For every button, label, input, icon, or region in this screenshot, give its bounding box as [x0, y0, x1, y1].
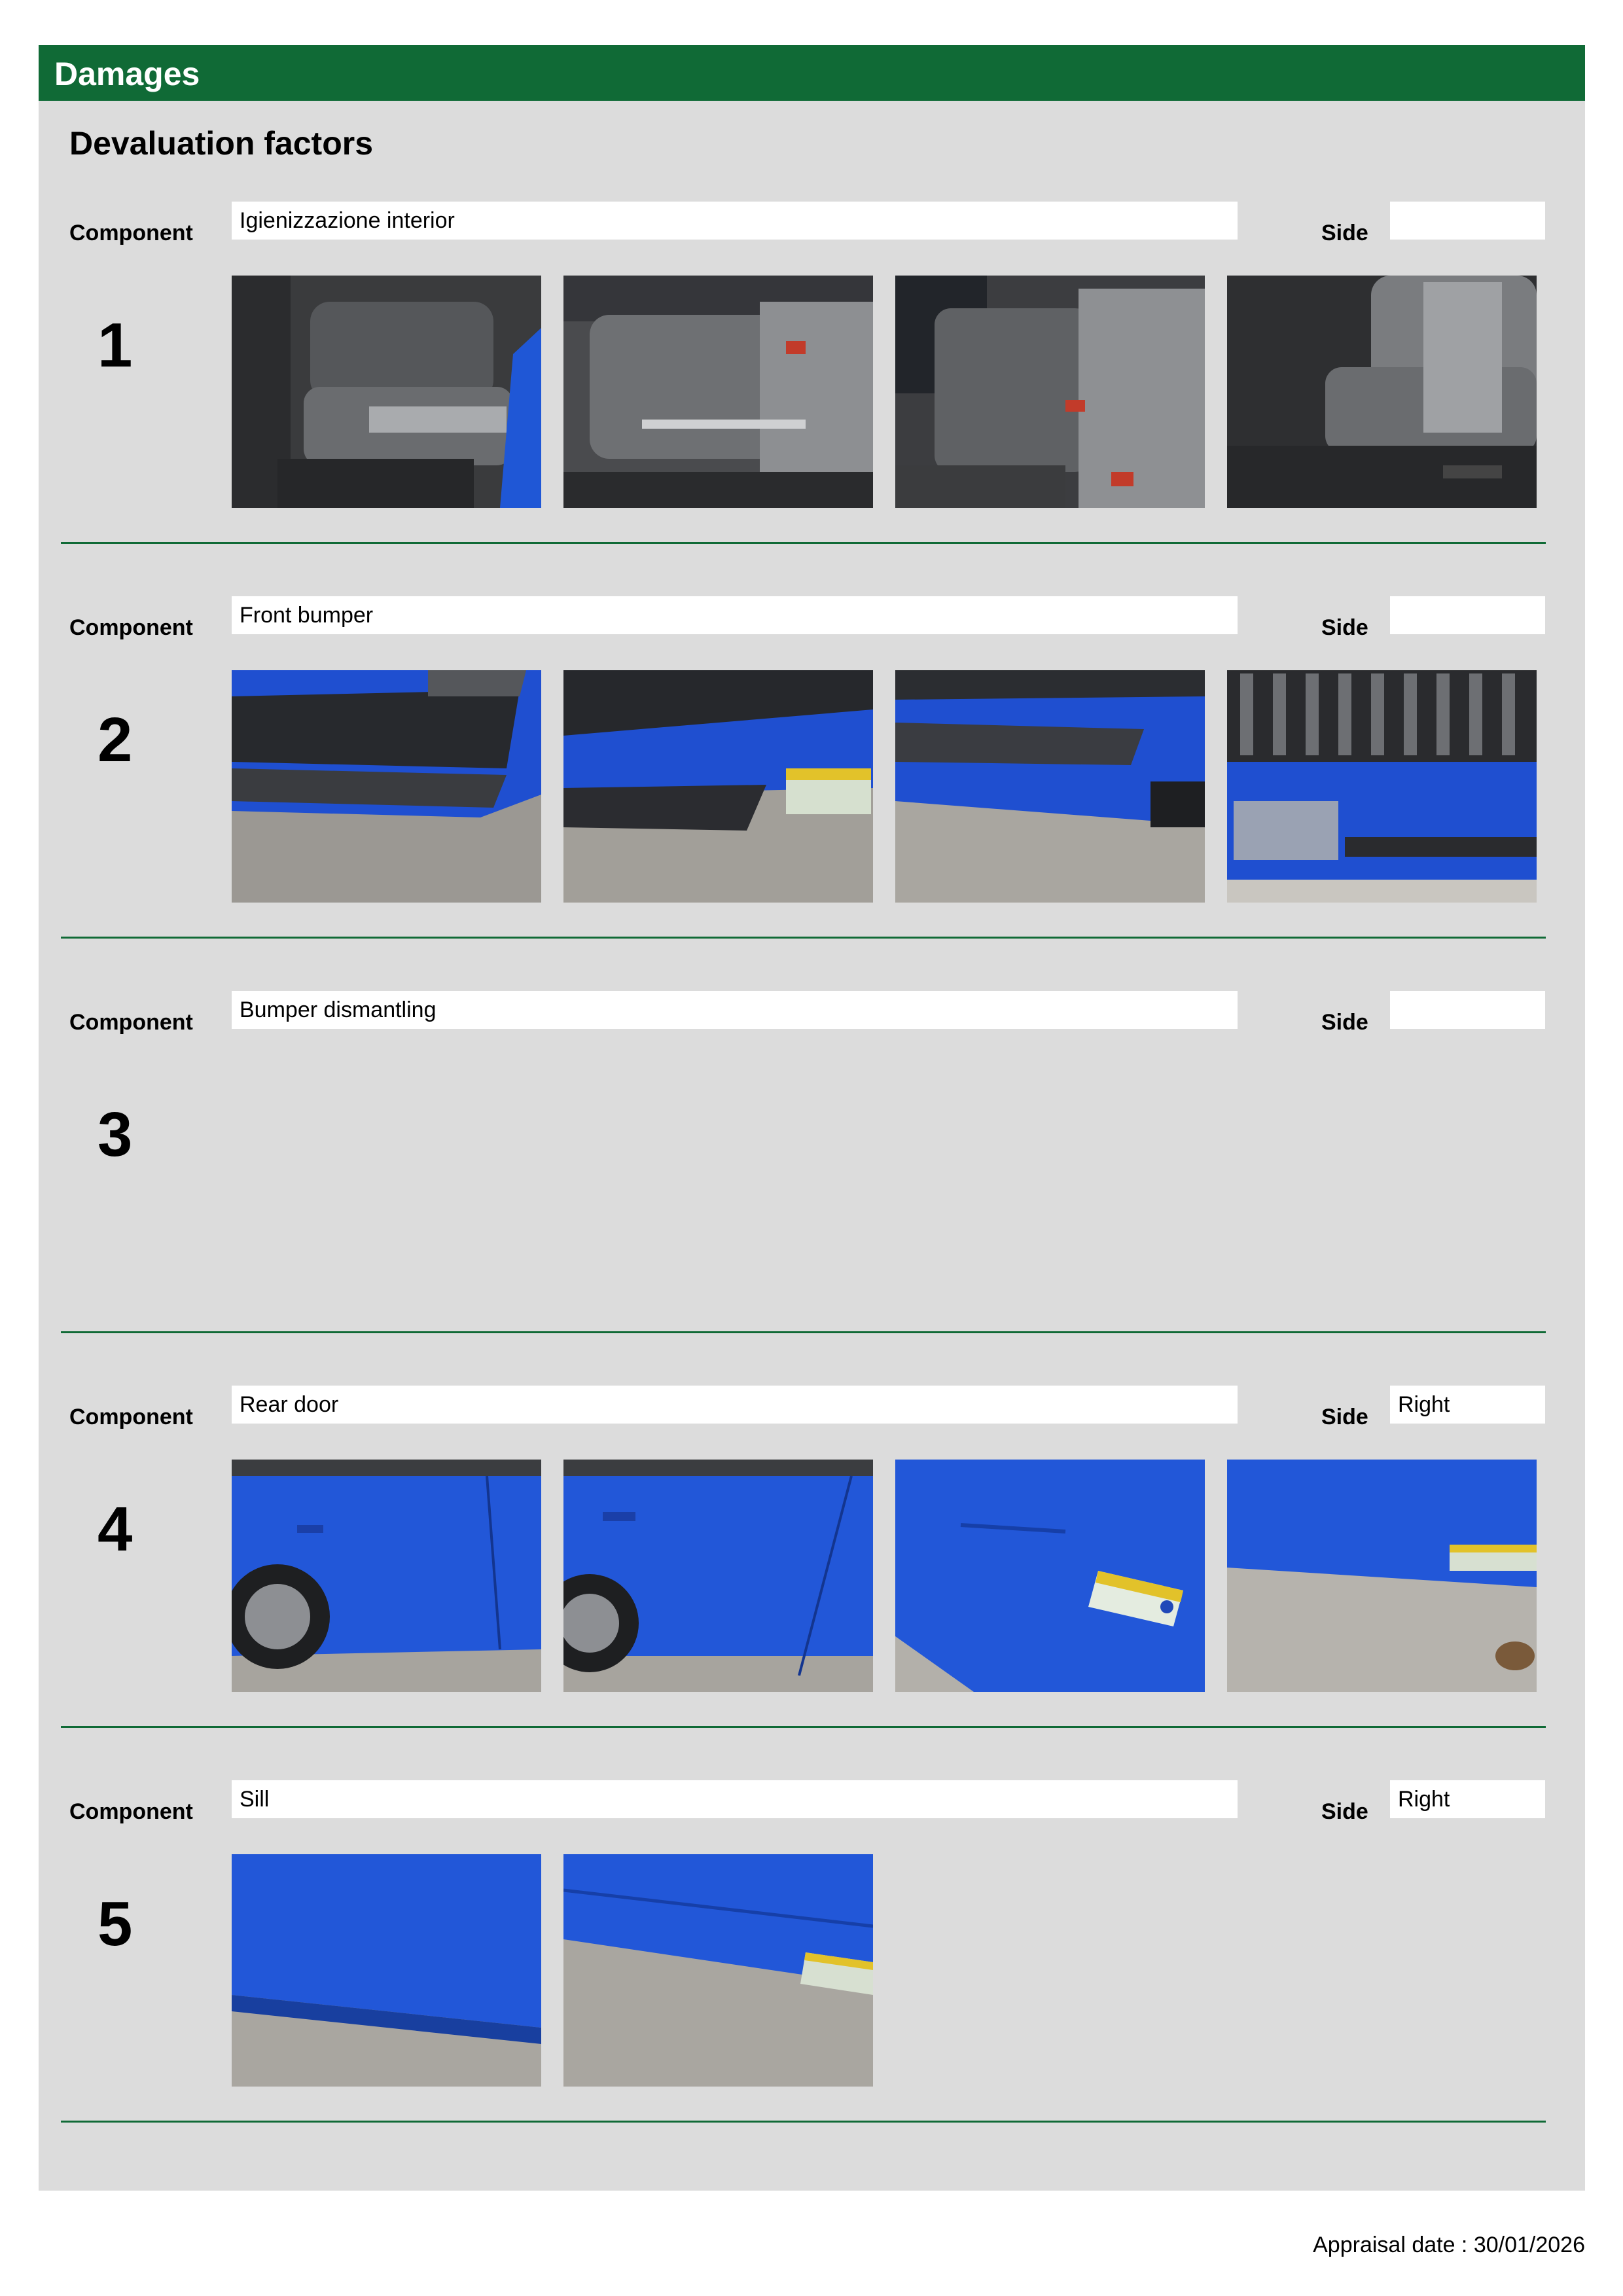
rear-door-dent-ruler-photo[interactable] [895, 1460, 1205, 1692]
side-label: Side [1321, 221, 1368, 245]
front-grille-plate-photo[interactable] [1227, 670, 1537, 903]
rear-door-handle-photo[interactable] [563, 1460, 873, 1692]
rear-door-wheel-photo[interactable] [232, 1460, 541, 1692]
damage-section-3 [39, 981, 1585, 1376]
damage-section-2 [39, 586, 1585, 981]
appraisal-date: Appraisal date : 30/01/2026 [1313, 2233, 1585, 2257]
seat-belt-buckle-photo[interactable] [895, 276, 1205, 508]
bumper-lower-photo[interactable] [895, 670, 1205, 903]
component-field: Sill [232, 1780, 1238, 1818]
section-divider [61, 2121, 1546, 2123]
front-bumper-grille-photo[interactable] [232, 670, 541, 903]
section-divider [61, 937, 1546, 939]
section-divider [61, 542, 1546, 544]
side-label: Side [1321, 1405, 1368, 1429]
damage-section-4 [39, 1376, 1585, 1770]
side-label: Side [1321, 615, 1368, 640]
side-field: Right [1390, 1386, 1545, 1424]
component-label: Component [69, 1405, 193, 1429]
damage-section-1 [39, 192, 1585, 586]
rear-door-lower-ruler-photo[interactable] [1227, 1460, 1537, 1692]
damage-number: 2 [98, 705, 133, 775]
sill-ruler-photo[interactable] [563, 1854, 873, 2087]
page-title: Damages [54, 56, 200, 92]
component-label: Component [69, 615, 193, 640]
header-bar [39, 45, 1585, 101]
component-label: Component [69, 1799, 193, 1824]
component-field: Front bumper [232, 596, 1238, 634]
seat-cushion-photo[interactable] [563, 276, 873, 508]
side-field [1390, 596, 1545, 634]
component-label: Component [69, 221, 193, 245]
damage-number: 5 [98, 1889, 133, 1959]
component-label: Component [69, 1010, 193, 1035]
bumper-scale-ruler-photo[interactable] [563, 670, 873, 903]
side-field [1390, 991, 1545, 1029]
damage-number: 4 [98, 1494, 133, 1564]
side-label: Side [1321, 1799, 1368, 1824]
rear-seat-photo[interactable] [232, 276, 541, 508]
side-label: Side [1321, 1010, 1368, 1035]
damage-number: 1 [98, 310, 133, 380]
damage-section-5 [39, 1770, 1585, 2165]
damage-number: 3 [98, 1100, 133, 1170]
sill-panel-photo[interactable] [232, 1854, 541, 2087]
component-field: Rear door [232, 1386, 1238, 1424]
component-field: Igienizzazione interior [232, 202, 1238, 240]
side-field [1390, 202, 1545, 240]
front-seat-photo[interactable] [1227, 276, 1537, 508]
component-field: Bumper dismantling [232, 991, 1238, 1029]
section-subtitle: Devaluation factors [69, 125, 374, 162]
side-field: Right [1390, 1780, 1545, 1818]
section-divider [61, 1726, 1546, 1728]
section-divider [61, 1331, 1546, 1333]
damages-panel [39, 45, 1585, 2191]
